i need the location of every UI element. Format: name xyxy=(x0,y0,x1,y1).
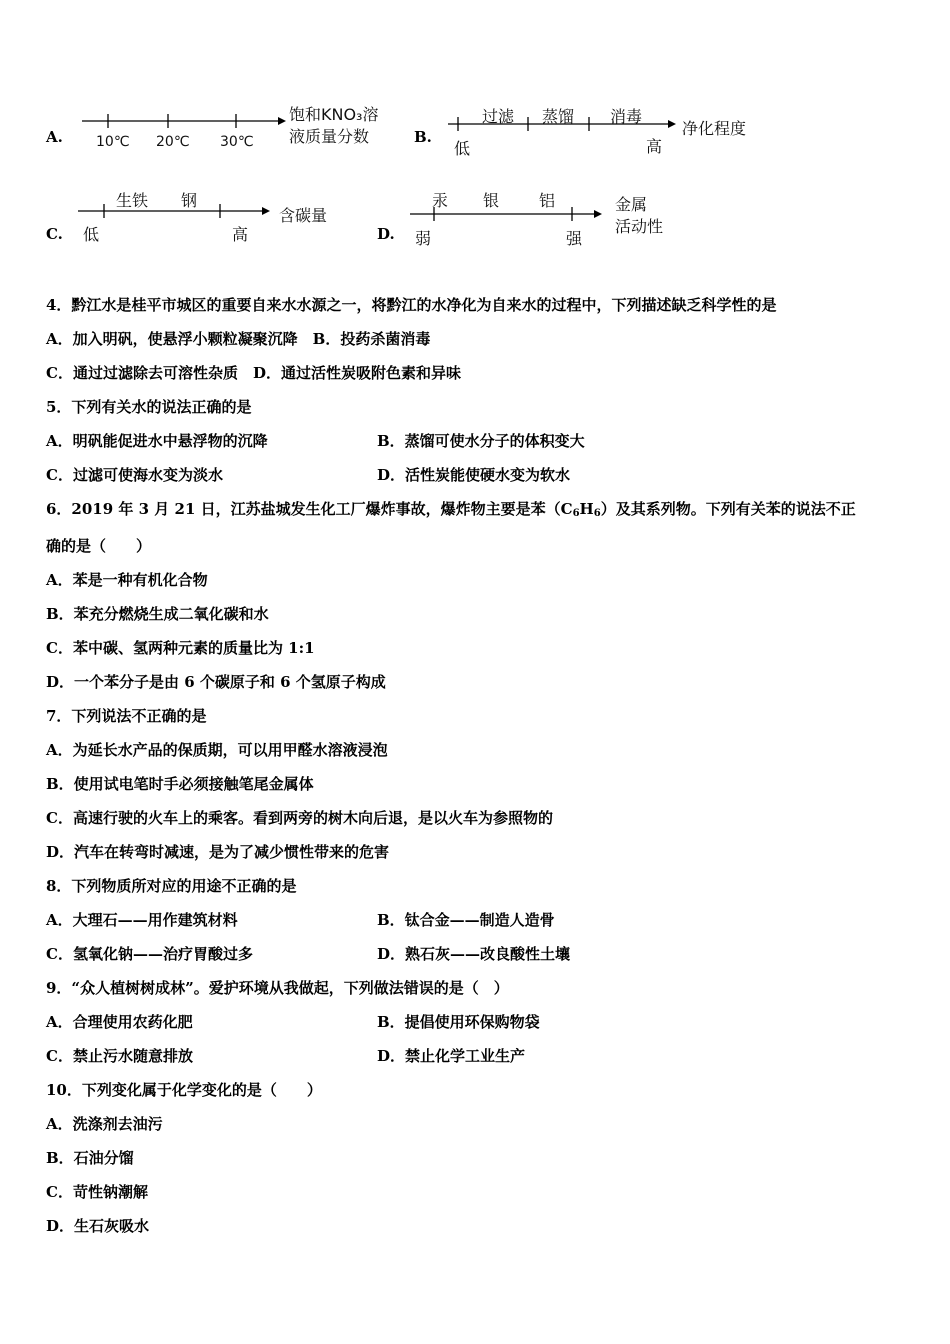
q6-stem-continued: 确的是（ ） xyxy=(46,537,152,555)
q6-sub-h: 6 xyxy=(593,508,601,519)
item-disinfect: 消毒 xyxy=(610,107,643,126)
q6-stem-post: ）及其系列物。下列有关苯的说法不正 xyxy=(600,500,856,518)
q6-option-b: B．苯充分燃烧生成二氧化碳和水 xyxy=(46,605,269,623)
item-distill: 蒸馏 xyxy=(542,107,575,126)
q10-option-d: D．生石灰吸水 xyxy=(46,1217,150,1235)
q10-option-b: B．石油分馏 xyxy=(46,1149,134,1167)
option-c-letter: C. xyxy=(46,225,63,243)
q4-stem: 4．黔江水是桂平市城区的重要自来水水源之一，将黔江的水净化为自来水的过程中，下列描述缺乏科学性的是 xyxy=(46,296,777,314)
item-mercury: 汞 xyxy=(432,191,449,210)
q10-option-a: A．洗涤剂去油污 xyxy=(46,1115,163,1133)
q5-option-d: D．活性炭能使硬水变为软水 xyxy=(377,466,571,484)
option-b-high: 高 xyxy=(646,137,663,156)
q9-option-b: B．提倡使用环保购物袋 xyxy=(377,1013,540,1031)
q7-option-c: C．高速行驶的火车上的乘客。看到两旁的树木向后退，是以火车为参照物的 xyxy=(46,809,553,827)
item-filter: 过滤 xyxy=(482,107,515,126)
tick-20c: 20℃ xyxy=(156,134,190,150)
q6-option-d: D．一个苯分子是由 6 个碳原子和 6 个氢原子构成 xyxy=(46,673,386,691)
q4-options-cd: C．通过过滤除去可溶性杂质 D．通过活性炭吸附色素和异味 xyxy=(46,364,461,382)
tick-10c: 10℃ xyxy=(96,134,130,150)
option-c-low: 低 xyxy=(83,225,100,244)
option-d-letter: D. xyxy=(377,225,395,243)
option-c-high: 高 xyxy=(232,225,249,244)
q5-option-b: B．蒸馏可使水分子的体积变大 xyxy=(377,432,585,450)
q9-option-d: D．禁止化学工业生产 xyxy=(377,1047,526,1065)
q9-option-c: C．禁止污水随意排放 xyxy=(46,1047,193,1065)
q6-sub-c: 6 xyxy=(572,508,580,519)
q5-option-c: C．过滤可使海水变为淡水 xyxy=(46,466,223,484)
q5-option-a: A．明矾能促进水中悬浮物的沉降 xyxy=(46,432,268,450)
q6-stem-pre: 6．2019 年 3 月 21 日，江苏盐城发生化工厂爆炸事故，爆炸物主要是苯（C xyxy=(46,500,573,518)
q9-option-a: A．合理使用农药化肥 xyxy=(46,1013,193,1031)
q7-stem: 7．下列说法不正确的是 xyxy=(46,707,207,725)
q7-option-a: A．为延长水产品的保质期，可以用甲醛水溶液浸泡 xyxy=(46,741,388,759)
item-pig-iron: 生铁 xyxy=(116,191,149,210)
option-c-diagram xyxy=(76,186,376,246)
option-b-low: 低 xyxy=(454,139,471,158)
item-aluminum: 铝 xyxy=(539,191,556,210)
q5-stem: 5．下列有关水的说法正确的是 xyxy=(46,398,252,416)
q9-stem: 9．“众人植树树成林”。爱护环境从我做起，下列做法错误的是（ ） xyxy=(46,979,509,997)
q7-option-d: D．汽车在转弯时减速，是为了减少惯性带来的危害 xyxy=(46,843,390,861)
q6-option-c: C．苯中碳、氢两种元素的质量比为 1:1 xyxy=(46,639,315,657)
option-b-axis-label: 净化程度 xyxy=(682,119,747,138)
option-d-diagram xyxy=(408,186,708,248)
q4-options-ab: A．加入明矾，使悬浮小颗粒凝聚沉降 B．投药杀菌消毒 xyxy=(46,330,431,348)
option-d-low: 弱 xyxy=(415,229,432,248)
option-c-axis-label: 含碳量 xyxy=(279,206,328,225)
tick-30c: 30℃ xyxy=(220,134,254,150)
q10-stem: 10．下列变化属于化学变化的是（ ） xyxy=(46,1081,322,1099)
option-a-diagram xyxy=(80,105,400,158)
q8-option-b: B．钛合金——制造人造骨 xyxy=(377,911,555,929)
option-a-axis-label-1: 饱和KNO₃溶 xyxy=(289,105,379,124)
option-d-axis-label-1: 金属 xyxy=(615,195,648,214)
item-silver: 银 xyxy=(483,191,500,210)
q8-option-d: D．熟石灰——改良酸性土壤 xyxy=(377,945,571,963)
item-steel: 钢 xyxy=(181,191,198,210)
q10-option-c: C．苛性钠潮解 xyxy=(46,1183,148,1201)
option-a-axis-label-2: 液质量分数 xyxy=(289,127,370,146)
q8-option-c: C．氢氧化钠——治疗胃酸过多 xyxy=(46,945,253,963)
option-d-axis-label-2: 活动性 xyxy=(615,217,664,236)
q6-stem-h: H xyxy=(579,500,594,518)
q6-stem xyxy=(46,499,856,524)
q8-stem: 8．下列物质所对应的用途不正确的是 xyxy=(46,877,297,895)
q7-option-b: B．使用试电笔时手必须接触笔尾金属体 xyxy=(46,775,314,793)
option-d-high: 强 xyxy=(566,229,583,248)
q8-option-a: A．大理石——用作建筑材料 xyxy=(46,911,238,929)
option-b-diagram xyxy=(446,102,766,158)
q6-option-a: A．苯是一种有机化合物 xyxy=(46,571,208,589)
option-a-letter: A. xyxy=(46,128,63,146)
option-b-letter: B. xyxy=(414,128,432,146)
